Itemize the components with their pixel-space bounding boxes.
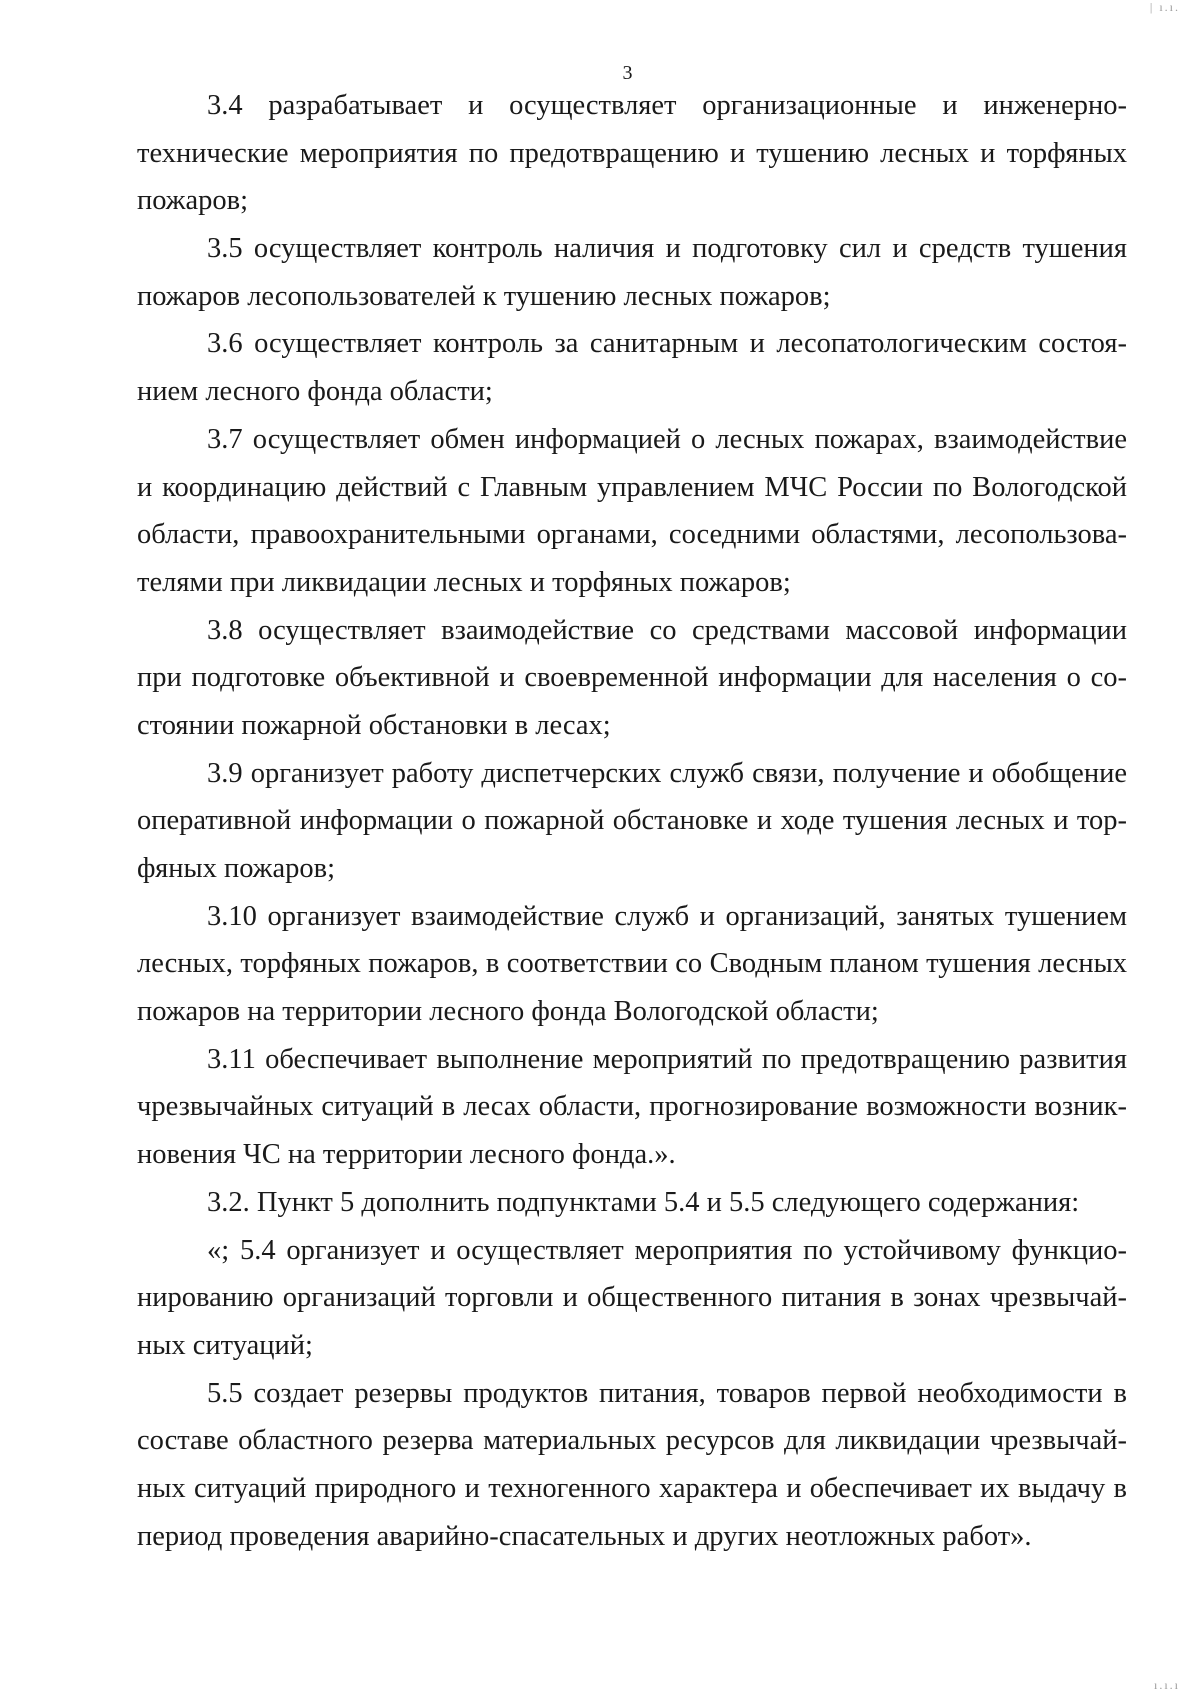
- text-line: чрезвычайных ситуаций в лесах области, прогнозирование возможности возник-: [137, 1091, 1127, 1123]
- document-body: [137, 82, 1127, 1560]
- text-line: 5.5 создает резервы продуктов питания, товаров первой необходимости в: [207, 1377, 1127, 1409]
- text-line: технические мероприятия по предотвращению и тушению лесных и торфяных: [137, 137, 1127, 169]
- text-line: 3.11 обеспечивает выполнение мероприятий по предотвращению развития: [207, 1043, 1127, 1075]
- text-line: пожаров лесопользователей к тушению лесных пожаров;: [137, 280, 831, 312]
- text-line: 3.2. Пункт 5 дополнить подпунктами 5.4 и 5.5 следующего содержания:: [207, 1186, 1080, 1218]
- text-line: 3.4 разрабатывает и осуществляет организационные и инженерно-: [207, 90, 1127, 121]
- text-line: 3.7 осуществляет обмен информацией о лесных пожарах, взаимодействие: [207, 423, 1127, 455]
- text-line: 3.6 осуществляет контроль за санитарным и лесопатологическим состоя-: [207, 328, 1127, 360]
- scan-artifact-bottom: ı.ı.ı: [1153, 1678, 1180, 1692]
- text-line: нированию организаций торговли и общественного питания в зонах чрезвычай-: [137, 1282, 1127, 1314]
- text-line: 3.9 организует работу диспетчерских служб связи, получение и обобщение: [207, 757, 1127, 789]
- page-number: 3: [622, 62, 633, 84]
- scan-artifact-top: | ı.ı.: [1149, 0, 1180, 14]
- text-line: стоянии пожарной обстановки в лесах;: [137, 709, 611, 741]
- text-line: новения ЧС на территории лесного фонда.».: [137, 1139, 676, 1171]
- text-line: оперативной информации о пожарной обстановке и ходе тушения лесных и тор-: [137, 805, 1127, 837]
- text-line: 3.10 организует взаимодействие служб и организаций, занятых тушением: [207, 900, 1127, 932]
- text-line: фяных пожаров;: [137, 853, 335, 884]
- text-line: области, правоохранительными органами, соседними областями, лесопользова-: [137, 519, 1127, 551]
- text-line: 3.5 осуществляет контроль наличия и подготовку сил и средств тушения: [207, 233, 1127, 265]
- text-line: ных ситуаций природного и техногенного характера и обеспечивает их выдачу в: [137, 1472, 1127, 1504]
- text-line: 3.8 осуществляет взаимодействие со средствами массовой информации: [207, 614, 1127, 646]
- text-line: ных ситуаций;: [137, 1329, 313, 1361]
- text-line: при подготовке объективной и своевременной информации для населения о со-: [137, 662, 1127, 694]
- text-line: пожаров на территории лесного фонда Вологодской области;: [137, 996, 879, 1028]
- text-line: нием лесного фонда области;: [137, 376, 493, 408]
- text-line: телями при ликвидации лесных и торфяных пожаров;: [137, 566, 791, 598]
- text-line: и координацию действий с Главным управлением МЧС России по Вологодской: [137, 471, 1127, 503]
- text-line: «; 5.4 организует и осуществляет мероприятия по устойчивому функцио-: [207, 1234, 1127, 1266]
- text-line: лесных, торфяных пожаров, в соответствии со Сводным планом тушения лесных: [137, 948, 1127, 980]
- text-line: период проведения аварийно-спасательных и других неотложных работ».: [137, 1520, 1032, 1552]
- text-line: составе областного резерва материальных ресурсов для ликвидации чрезвычай-: [137, 1425, 1127, 1457]
- text-line: пожаров;: [137, 185, 249, 217]
